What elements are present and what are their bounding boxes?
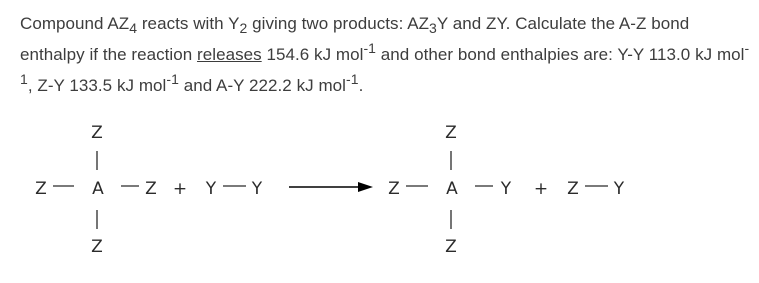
superscript-minus-one: -1	[346, 71, 359, 87]
product-az3y	[388, 123, 512, 257]
reactant-y2	[205, 179, 263, 199]
question-text-part: and A-Y 222.2 kJ mol	[178, 76, 346, 95]
question-text-part: Compound AZ	[20, 14, 130, 33]
subscript-4: 4	[129, 20, 138, 36]
plus-sign: +	[533, 179, 549, 199]
subscript-3: 3	[429, 20, 437, 36]
arrow-head	[358, 182, 373, 192]
atom-z-left: Z	[388, 179, 400, 199]
atom-y-right: Y	[251, 179, 263, 199]
atom-z-bottom: Z	[445, 237, 457, 257]
superscript-minus-one: -1	[20, 40, 750, 87]
product-zy	[567, 179, 625, 199]
question-text-part: and other bond enthalpies are: Y-Y 113.0 kJ mol	[376, 45, 745, 64]
atom-y-left: Y	[205, 179, 217, 199]
atom-z-top: Z	[445, 123, 457, 143]
question-text-part: 154.6 kJ mol	[261, 45, 364, 64]
atom-y-right: Y	[613, 179, 625, 199]
question-text-part: .	[358, 76, 364, 95]
question-text-part: reacts with Y	[137, 14, 240, 33]
atom-y-right: Y	[500, 179, 512, 199]
question-text-part: Y and ZY. Calculate the A-Z bond enthalpy if the reaction	[20, 14, 690, 64]
atom-a-center: A	[446, 179, 458, 199]
atom-z-bottom: Z	[91, 237, 103, 257]
atom-z-top: Z	[91, 123, 103, 143]
subscript-2: 2	[239, 20, 248, 36]
superscript-minus-one: -1	[166, 71, 179, 87]
question-text-part: giving two products: AZ	[247, 14, 430, 33]
superscript-minus-one: -1	[363, 40, 377, 56]
atom-a-center: A	[92, 179, 104, 199]
plus-sign: +	[172, 179, 188, 199]
reactant-az4	[35, 123, 157, 257]
atom-z-left: Z	[567, 179, 579, 199]
underlined-releases: releases	[197, 45, 262, 64]
question-text-part: , Z-Y 133.5 kJ mol	[27, 76, 167, 95]
atom-z-left: Z	[35, 179, 47, 199]
reaction-arrow	[289, 182, 373, 192]
atom-z-right: Z	[145, 179, 157, 199]
